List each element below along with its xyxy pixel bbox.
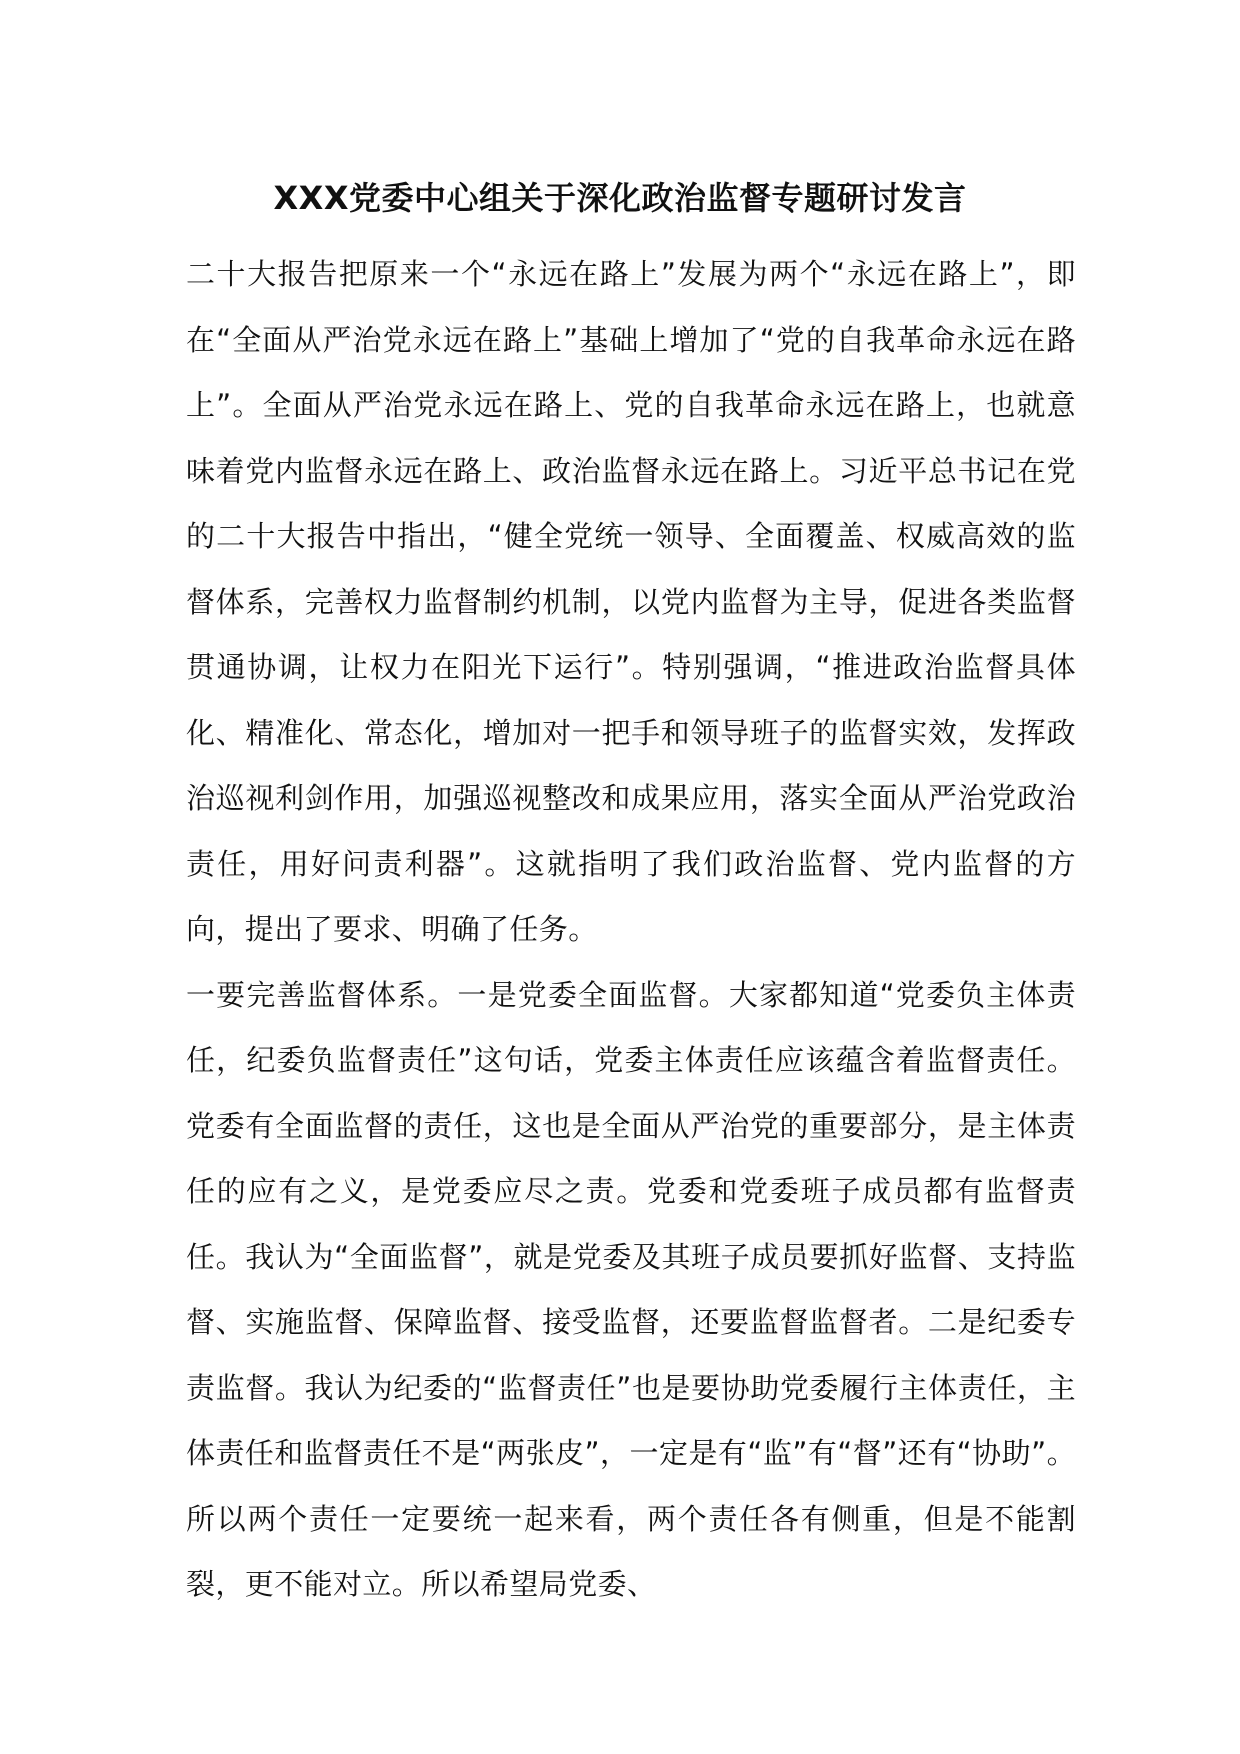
document-body	[186, 242, 1076, 1618]
paragraph-1: 二十大报告把原来一个“永远在路上”发展为两个“永远在路上”，即在“全面从严治党永远在路上”基础上增加了“党的自我革命永远在路上”。全面从严治党永远在路上、党的自我革命永远在路上，也就意味着党内监督永远在路上、政治监督永远在路上。习近平总书记在党的二十大报告中指出，“健全党统一领导、全面覆盖、权威高效的监督体系，完善权力监督制约机制，以党内监督为主导，促进各类监督贯通协调，让权力在阳光下运行”。特别强调，“推进政治监督具体化、精准化、常态化，增加对一把手和领导班子的监督实效，发挥政治巡视利剑作用，加强巡视整改和成果应用，落实全面从严治党政治责任，用好问责利器”。这就指明了我们政治监督、党内监督的方向，提出了要求、明确了任务。	[186, 257, 1076, 946]
paragraph-2: 一要完善监督体系。一是党委全面监督。大家都知道“党委负主体责任，纪委负监督责任”这句话，党委主体责任应该蕴含着监督责任。党委有全面监督的责任，这也是全面从严治党的重要部分，是主体责任的应有之义，是党委应尽之责。党委和党委班子成员都有监督责任。我认为“全面监督”，就是党委及其班子成员要抓好监督、支持监督、实施监督、保障监督、接受监督，还要监督监督者。二是纪委专责监督。我认为纪委的“监督责任”也是要协助党委履行主体责任，主体责任和监督责任不是“两张皮”，一定是有“监”有“督”还有“协助”。所以两个责任一定要统一起来看，两个责任各有侧重，但是不能割裂，更不能对立。所以希望局党委、	[186, 977, 1076, 1601]
document-title: XXX党委中心组关于深化政治监督专题研讨发言	[273, 179, 967, 217]
